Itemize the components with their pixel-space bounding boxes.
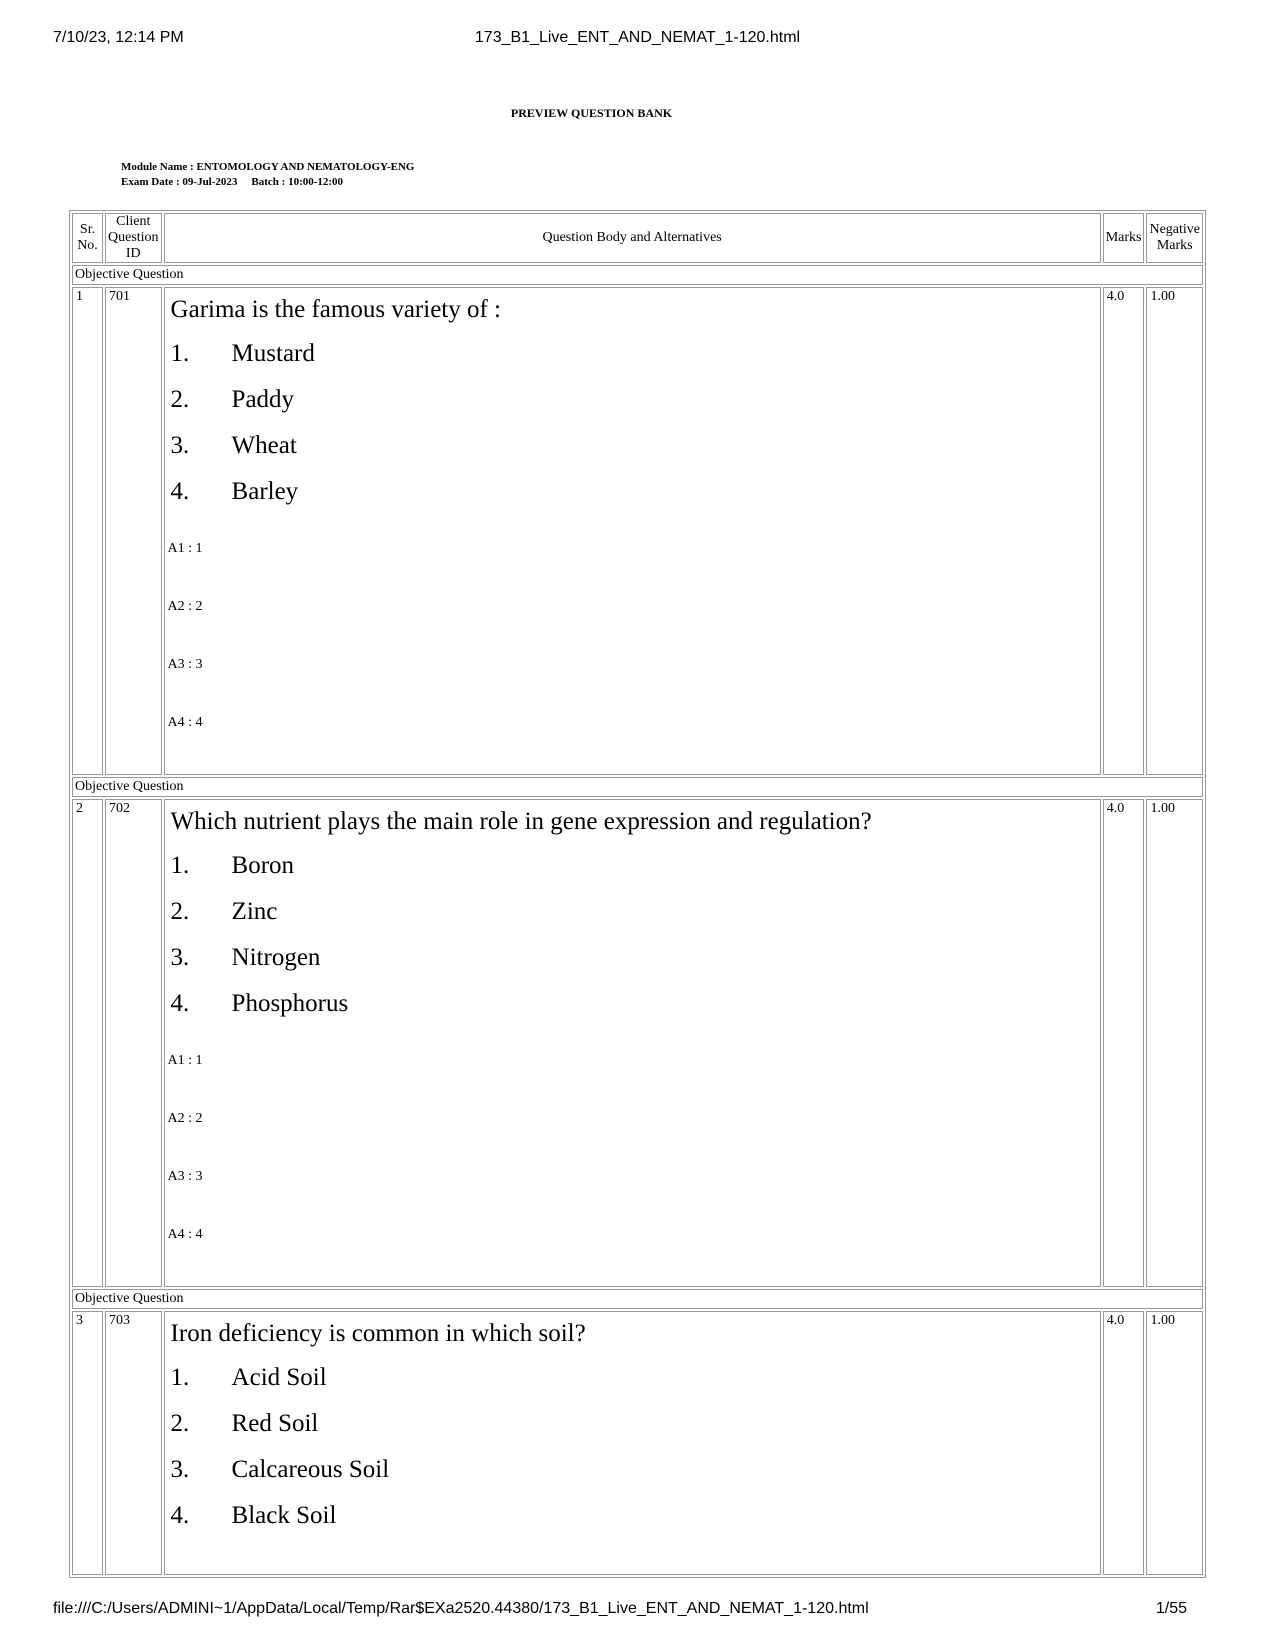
question-marks: 4.0 [1103, 1311, 1145, 1575]
alternative-mapping: A1 : 1 [167, 1053, 203, 1068]
question-sr-no: 3 [72, 1311, 103, 1575]
alternative-mapping: A2 : 2 [167, 599, 203, 614]
question-body [164, 287, 1101, 775]
option [168, 1455, 1097, 1501]
option-number: 1. [170, 1364, 190, 1391]
section-row [72, 777, 1203, 797]
alternative-mapping: A1 : 1 [167, 541, 203, 556]
question-stem: Iron deficiency is common in which soil? [170, 1320, 586, 1347]
option-text: Barley [231, 478, 299, 505]
option-text: Zinc [231, 898, 278, 925]
option [168, 1363, 1097, 1409]
option-number: 2. [170, 898, 190, 925]
option-text: Mustard [231, 340, 315, 367]
section-row [72, 1289, 1203, 1309]
question-marks: 4.0 [1103, 287, 1145, 775]
question-sr-no: 2 [72, 799, 103, 1287]
table-header-row [72, 213, 1203, 263]
option [168, 431, 1097, 477]
alternative-mapping: A3 : 3 [167, 657, 203, 672]
header-client-question-id: Client Question ID [105, 213, 162, 263]
print-datetime: 7/10/23, 12:14 PM [53, 29, 184, 46]
question-sr-no: 1 [72, 287, 103, 775]
page-number: 1/55 [1155, 1600, 1187, 1617]
option [168, 943, 1097, 989]
option [168, 339, 1097, 385]
option-number: 1. [170, 852, 190, 879]
option-number: 4. [170, 990, 190, 1017]
option-text: Nitrogen [231, 944, 321, 971]
option-number: 3. [170, 1456, 190, 1483]
exam-date: Exam Date : 09-Jul-2023 [121, 176, 238, 188]
section-label: Objective Question [72, 265, 1203, 285]
file-path: file:///C:/Users/ADMINI~1/AppData/Local/Temp/Rar$EXa2520.44380/173_B1_Live_ENT_AND_NEMAT_1-120.html [53, 1600, 869, 1617]
page-title: PREVIEW QUESTION BANK [510, 106, 673, 120]
option-text: Red Soil [231, 1410, 319, 1437]
batch: Batch : 10:00-12:00 [251, 176, 344, 188]
section-label: Objective Question [72, 777, 1203, 797]
exam-date-batch [121, 175, 414, 190]
question-row [72, 799, 1203, 1287]
option-text: Paddy [231, 386, 295, 413]
option-text: Acid Soil [231, 1364, 327, 1391]
option [168, 385, 1097, 431]
option [168, 989, 1097, 1035]
alternative-mapping: A2 : 2 [167, 1111, 203, 1126]
question-client-id: 702 [105, 799, 162, 1287]
question-marks: 4.0 [1103, 799, 1145, 1287]
header-marks: Marks [1103, 213, 1145, 263]
question-row [72, 287, 1203, 775]
section-label: Objective Question [72, 1289, 1203, 1309]
option [168, 851, 1097, 897]
option-text: Calcareous Soil [231, 1456, 390, 1483]
option-number: 4. [170, 1502, 190, 1529]
question-stem: Garima is the famous variety of : [170, 296, 502, 323]
option-number: 4. [170, 478, 190, 505]
question-negative-marks: 1.00 [1146, 1311, 1203, 1575]
print-footer [0, 1600, 1275, 1622]
question-negative-marks: 1.00 [1146, 799, 1203, 1287]
header-question-body: Question Body and Alternatives [164, 213, 1101, 263]
option [168, 477, 1097, 523]
question-table [69, 210, 1206, 1578]
option-text: Black Soil [231, 1502, 337, 1529]
module-name: Module Name : ENTOMOLOGY AND NEMATOLOGY-ENG [121, 161, 415, 173]
print-header [0, 29, 1275, 51]
question-negative-marks: 1.00 [1146, 287, 1203, 775]
header-sr-no: Sr. No. [72, 213, 103, 263]
question-row [72, 1311, 1203, 1575]
alternative-mapping: A4 : 4 [167, 715, 203, 730]
exam-meta [121, 160, 414, 190]
option-number: 3. [170, 944, 190, 971]
option [168, 1501, 1097, 1547]
option-text: Phosphorus [231, 990, 349, 1017]
option-text: Wheat [231, 432, 297, 459]
option [168, 897, 1097, 943]
question-body [164, 1311, 1101, 1575]
question-stem: Which nutrient plays the main role in gene expression and regulation? [170, 808, 872, 835]
option-number: 2. [170, 386, 190, 413]
option-text: Boron [231, 852, 295, 879]
header-negative-marks: Negative Marks [1146, 213, 1203, 263]
alternative-mapping: A4 : 4 [167, 1227, 203, 1242]
option-number: 2. [170, 1410, 190, 1437]
print-filename: 173_B1_Live_ENT_AND_NEMAT_1-120.html [474, 29, 801, 46]
option-number: 1. [170, 340, 190, 367]
option-number: 3. [170, 432, 190, 459]
question-body [164, 799, 1101, 1287]
question-client-id: 703 [105, 1311, 162, 1575]
section-row [72, 265, 1203, 285]
option [168, 1409, 1097, 1455]
question-client-id: 701 [105, 287, 162, 775]
alternative-mapping: A3 : 3 [167, 1169, 203, 1184]
